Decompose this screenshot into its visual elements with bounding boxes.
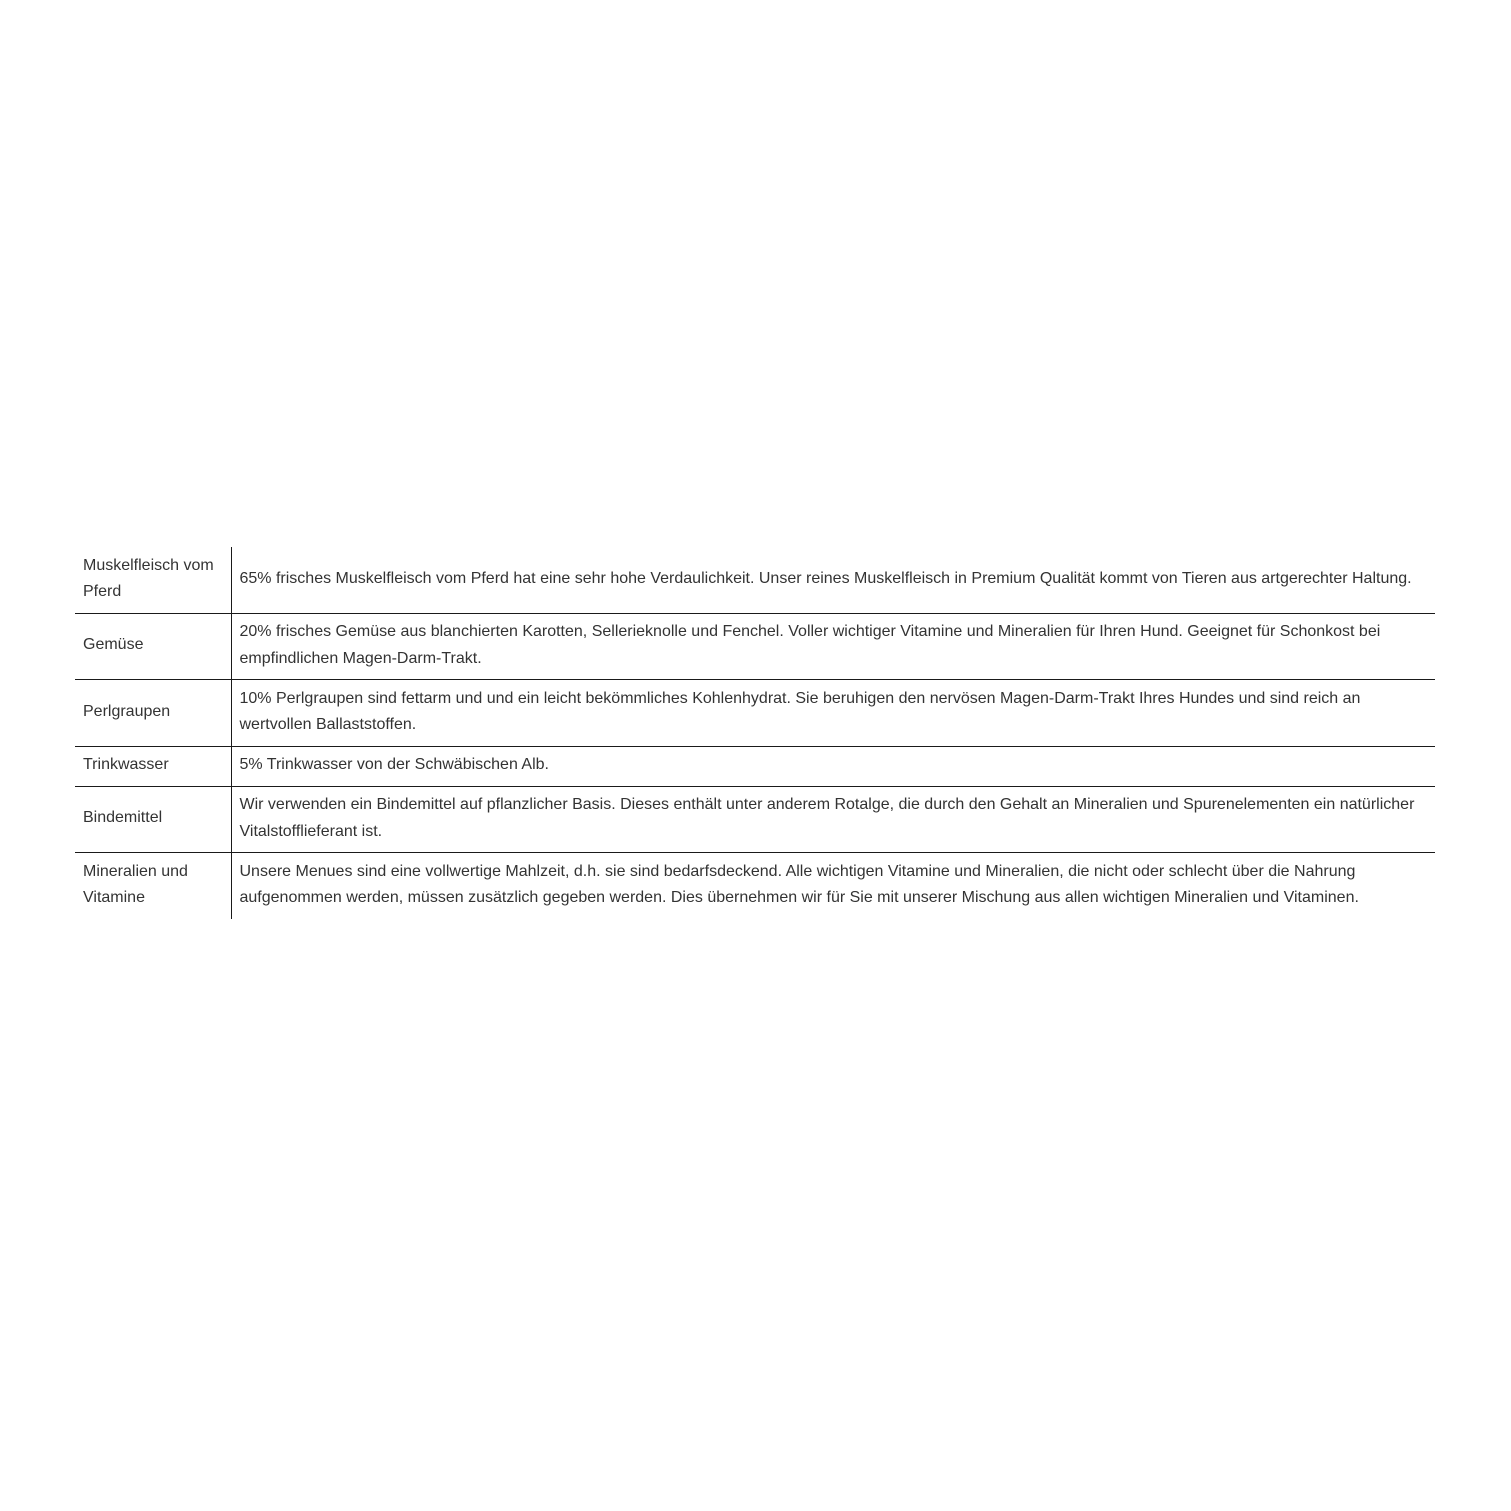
table-row xyxy=(75,547,1435,613)
table-row xyxy=(75,746,1435,786)
ingredient-description: Unsere Menues sind eine vollwertige Mahlzeit, d.h. sie sind bedarfsdeckend. Alle wichtigen Vitamine und Mineralien, die nicht oder schlecht über die Nahrung aufgenommen werden, müssen zusätzlich gegeben werden. Dies übernehmen wir für Sie mit unserer Mischung aus allen wichtigen Mineralien und Vitaminen. xyxy=(231,853,1435,919)
ingredient-name: Muskelfleisch vom Pferd xyxy=(75,547,231,613)
ingredient-name: Mineralien und Vitamine xyxy=(75,853,231,919)
ingredients-table-body xyxy=(75,547,1435,919)
ingredient-name: Gemüse xyxy=(75,613,231,680)
ingredient-description: Wir verwenden ein Bindemittel auf pflanzlicher Basis. Dieses enthält unter anderem Rotalge, die durch den Gehalt an Mineralien und Spurenelementen ein natürlicher Vitalstofflieferant ist. xyxy=(231,786,1435,853)
ingredient-description: 5% Trinkwasser von der Schwäbischen Alb. xyxy=(231,746,1435,786)
ingredient-description: 65% frisches Muskelfleisch vom Pferd hat eine sehr hohe Verdaulichkeit. Unser reines Muskelfleisch in Premium Qualität kommt von Tieren aus artgerechter Haltung. xyxy=(239,569,1412,587)
table-row xyxy=(75,680,1435,747)
ingredient-name: Trinkwasser xyxy=(75,746,231,786)
table-row xyxy=(75,613,1435,680)
ingredient-name: Perlgraupen xyxy=(75,680,231,747)
table-row xyxy=(75,853,1435,919)
ingredient-description: 10% Perlgraupen sind fettarm und und ein leicht bekömmliches Kohlenhydrat. Sie beruhigen den nervösen Magen-Darm-Trakt Ihres Hundes und sind reich an wertvollen Ballaststoffen. xyxy=(231,680,1435,747)
ingredient-name: Bindemittel xyxy=(75,786,231,853)
ingredients-table xyxy=(75,547,1435,919)
table-row xyxy=(75,786,1435,853)
ingredient-description: 20% frisches Gemüse aus blanchierten Karotten, Sellerieknolle und Fenchel. Voller wichtiger Vitamine und Mineralien für Ihren Hund. Geeignet für Schonkost bei empfindlichen Magen-Darm-Trakt. xyxy=(231,613,1435,680)
